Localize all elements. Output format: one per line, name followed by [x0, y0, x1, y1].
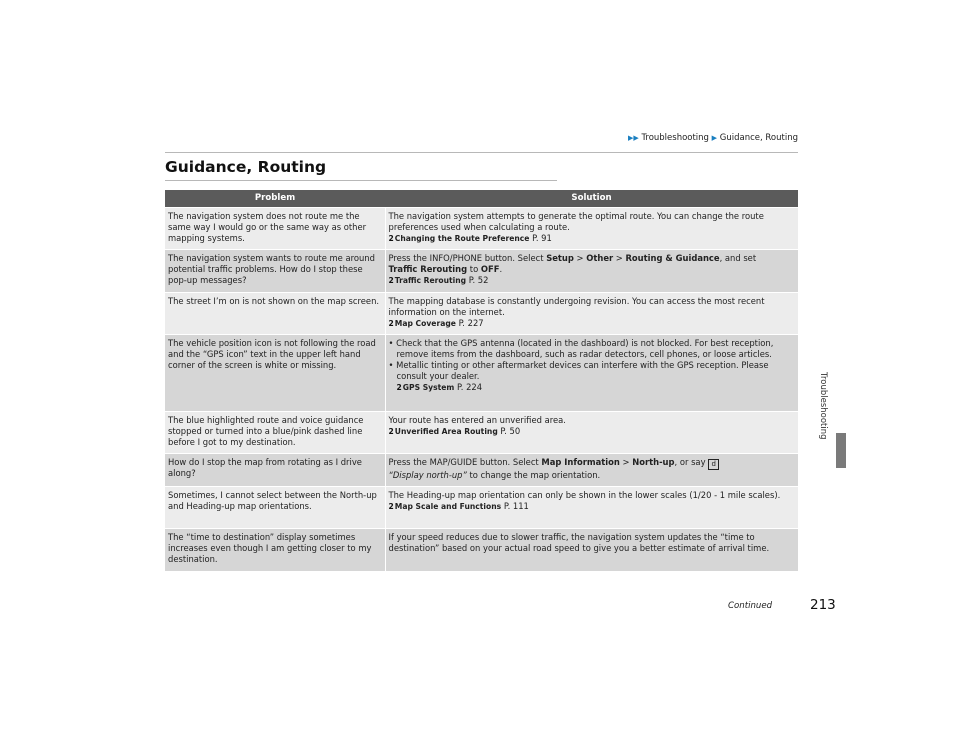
column-header-solution: Solution — [385, 190, 798, 208]
solution-cell — [385, 411, 798, 453]
chapter-tab-marker[interactable] — [836, 433, 846, 468]
problem-cell: Sometimes, I cannot select between the North-up and Heading-up map orientations. — [165, 487, 385, 529]
reference-title: Map Coverage — [394, 318, 456, 328]
table-row — [165, 292, 798, 334]
breadcrumb-arrow-icon: ▶ — [711, 134, 718, 142]
reference-arrow-icon: 2 — [388, 502, 394, 512]
solution-text: The mapping database is constantly undergoing revision. You can access the most recent information on the internet. — [388, 295, 765, 317]
troubleshooting-table — [165, 190, 798, 571]
solution-cell: If your speed reduces due to slower traffic, the navigation system updates the “time to destination” based on your actual road speed to give you a better estimate of arrival time. — [385, 529, 798, 571]
solution-bullet: • Check that the GPS antenna (located in the dashboard) is not blocked. For best reception, remove items from the dashboard, such as radar detectors, cell phones, or loose articles. — [388, 337, 774, 359]
menu-term: North-up — [632, 457, 675, 468]
table-row — [165, 411, 798, 453]
breadcrumb-item-section[interactable]: Troubleshooting — [641, 133, 709, 143]
page-reference-link[interactable] — [389, 276, 489, 285]
solution-text: Your route has entered an unverified area. — [388, 414, 566, 425]
page-reference-link[interactable] — [397, 383, 483, 392]
menu-term: OFF — [480, 264, 500, 275]
menu-term: Setup — [546, 253, 574, 264]
reference-arrow-icon: 2 — [388, 234, 394, 244]
voice-command: “Display north-up” — [388, 470, 467, 481]
menu-term: Other — [586, 253, 614, 264]
page-title: Guidance, Routing — [165, 158, 327, 176]
solution-cell — [385, 292, 798, 334]
chapter-sidebar — [836, 0, 846, 742]
reference-title: Map Scale and Functions — [394, 502, 502, 512]
solution-cell: Press the INFO/PHONE button. Select Setup > Other > Routing & Guidance, and set Traffic Rerouting to OFF. 2Traffic Rerouting P. 52 — [385, 250, 798, 292]
solution-text: The navigation system attempts to generate the optimal route. You can change the route preferences used when calculating a route. — [388, 211, 764, 233]
menu-term: Traffic Rerouting — [388, 264, 468, 275]
solution-text: Press the MAP/GUIDE button. Select — [388, 457, 539, 468]
table-row — [165, 208, 798, 250]
reference-page: P. 52 — [468, 275, 489, 286]
page-number: 213 — [810, 597, 836, 613]
reference-title: Changing the Route Preference — [394, 234, 530, 244]
page-reference-link[interactable] — [389, 502, 529, 511]
header-divider — [165, 152, 798, 153]
reference-arrow-icon: 2 — [396, 383, 402, 393]
solution-cell — [385, 208, 798, 250]
menu-term: Routing & Guidance — [625, 253, 720, 264]
solution-text: , and set — [719, 253, 757, 264]
problem-cell: The blue highlighted route and voice guidance stopped or turned into a blue/pink dashed line before I got to my destination. — [165, 411, 385, 453]
solution-text: , or say — [674, 457, 706, 468]
page-reference-link[interactable] — [389, 319, 484, 328]
column-header-problem: Problem — [165, 190, 385, 208]
reference-arrow-icon: 2 — [388, 276, 394, 286]
table-row — [165, 250, 798, 292]
solution-text: to — [469, 264, 479, 275]
reference-title: Traffic Rerouting — [394, 276, 467, 286]
table-row — [165, 454, 798, 487]
solution-bullet: • Metallic tinting or other aftermarket devices can interfere with the GPS reception. Please consult your dealer. — [388, 360, 769, 382]
talk-button-icon: d — [708, 459, 719, 470]
solution-cell: Press the MAP/GUIDE button. Select Map Information > North-up, or say d “Display north-up” to change the map orientation. — [385, 454, 798, 487]
reference-arrow-icon: 2 — [388, 426, 394, 436]
continued-label: Continued — [728, 601, 773, 611]
reference-page: P. 50 — [500, 425, 521, 436]
page-reference-link[interactable] — [389, 427, 521, 436]
reference-title: GPS System — [402, 383, 455, 393]
problem-cell: The vehicle position icon is not following the road and the “GPS icon” text in the upper left hand corner of the screen is white or missing. — [165, 334, 385, 411]
menu-term: Map Information — [541, 457, 620, 468]
solution-text: to change the map orientation. — [469, 470, 601, 481]
solution-text: Press the INFO/PHONE button. Select — [388, 253, 544, 264]
table-row — [165, 334, 798, 411]
solution-cell — [385, 487, 798, 529]
title-divider — [165, 180, 557, 181]
solution-cell — [385, 334, 798, 411]
table-row — [165, 487, 798, 529]
sidebar-chapter-label: Troubleshooting — [818, 372, 828, 440]
breadcrumb-arrow-icon: ▶▶ — [627, 134, 639, 142]
problem-cell: The “time to destination” display sometimes increases even though I am getting closer to my destination. — [165, 529, 385, 571]
breadcrumb-item-current: Guidance, Routing — [719, 133, 798, 143]
reference-page: P. 224 — [457, 382, 483, 393]
problem-cell: The navigation system does not route me the same way I would go or the same way as other mapping systems. — [165, 208, 385, 250]
problem-cell: How do I stop the map from rotating as I drive along? — [165, 454, 385, 487]
breadcrumb — [628, 133, 798, 143]
problem-cell: The navigation system wants to route me around potential traffic problems. How do I stop these pop-up messages? — [165, 250, 385, 292]
solution-text: The Heading-up map orientation can only be shown in the lower scales (1/20 - 1 mile scales). — [388, 490, 781, 501]
reference-page: P. 91 — [532, 233, 552, 244]
reference-page: P. 227 — [458, 317, 484, 328]
table-row — [165, 529, 798, 571]
reference-page: P. 111 — [503, 501, 529, 512]
page-reference-link[interactable] — [389, 234, 552, 243]
reference-arrow-icon: 2 — [388, 318, 394, 328]
problem-cell: The street I’m on is not shown on the map screen. — [165, 292, 385, 334]
reference-title: Unverified Area Routing — [394, 426, 498, 436]
